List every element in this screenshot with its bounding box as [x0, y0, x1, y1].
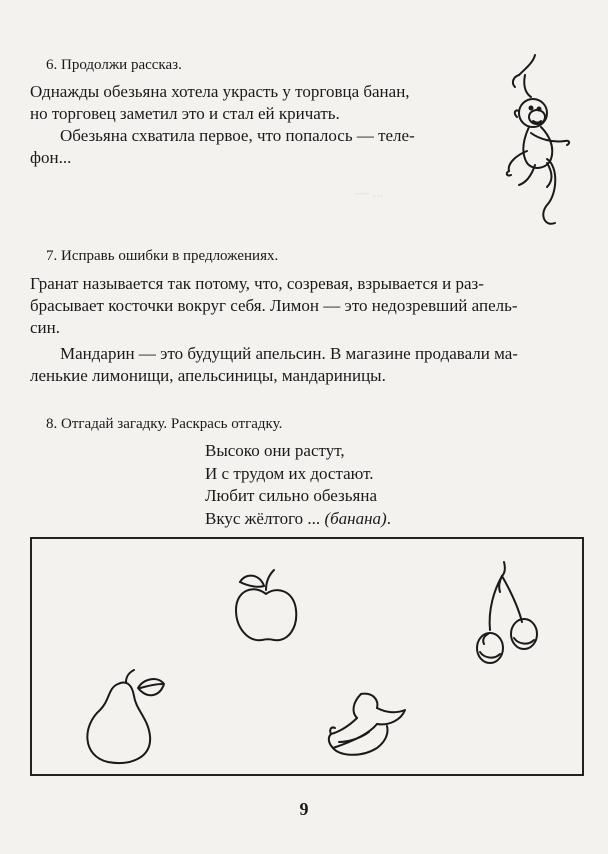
- apple-icon[interactable]: [232, 568, 302, 648]
- task-7-line: брасывает косточки вокруг себя. Лимон — это недозревший апель-: [30, 296, 518, 315]
- cherries-icon[interactable]: [470, 560, 555, 675]
- task-6-line: Обезьяна схватила первое, что попалось — теле-: [60, 126, 415, 145]
- task-6-text: [30, 81, 415, 169]
- task-6-line: Однажды обезьяна хотела украсть у торговца банан,: [30, 82, 410, 101]
- task-7-line: Гранат называется так потому, что, созревая, взрывается и раз-: [30, 274, 484, 293]
- task-7-title: 7. Исправь ошибки в предложениях.: [46, 248, 279, 264]
- task-8-title: 8. Отгадай загадку. Раскрась отгадку.: [46, 416, 283, 432]
- riddle-line: И с трудом их достают.: [205, 463, 374, 483]
- page-number: 9: [299, 799, 309, 819]
- banana-icon[interactable]: [325, 690, 415, 770]
- riddle-poem: [205, 440, 391, 530]
- riddle-answer-period: .: [386, 508, 391, 528]
- riddle-line: [205, 508, 391, 531]
- monkey-illustration: [495, 55, 590, 235]
- task-6-line: фон...: [30, 148, 72, 167]
- riddle-line-start: Вкус жёлтого ...: [205, 508, 321, 528]
- pear-icon[interactable]: [78, 666, 173, 766]
- task-7-line: Мандарин — это будущий апельсин. В магазине продавали ма-: [60, 344, 518, 363]
- riddle-line: Высоко они растут,: [205, 441, 345, 460]
- task-7-text: [30, 273, 518, 387]
- task-7-line: ленькие лимонищи, апельсиницы, мандариницы.: [30, 366, 386, 385]
- riddle-line: Любит сильно обезьяна: [205, 486, 377, 505]
- task-7-line: син.: [30, 318, 60, 337]
- task-6-title: 6. Продолжи рассказ.: [46, 57, 182, 73]
- task-6-line: но торговец заметил это и стал ей кричать.: [30, 104, 340, 123]
- riddle-answer: (банана): [324, 508, 387, 528]
- show-through-text: — ...: [355, 186, 383, 201]
